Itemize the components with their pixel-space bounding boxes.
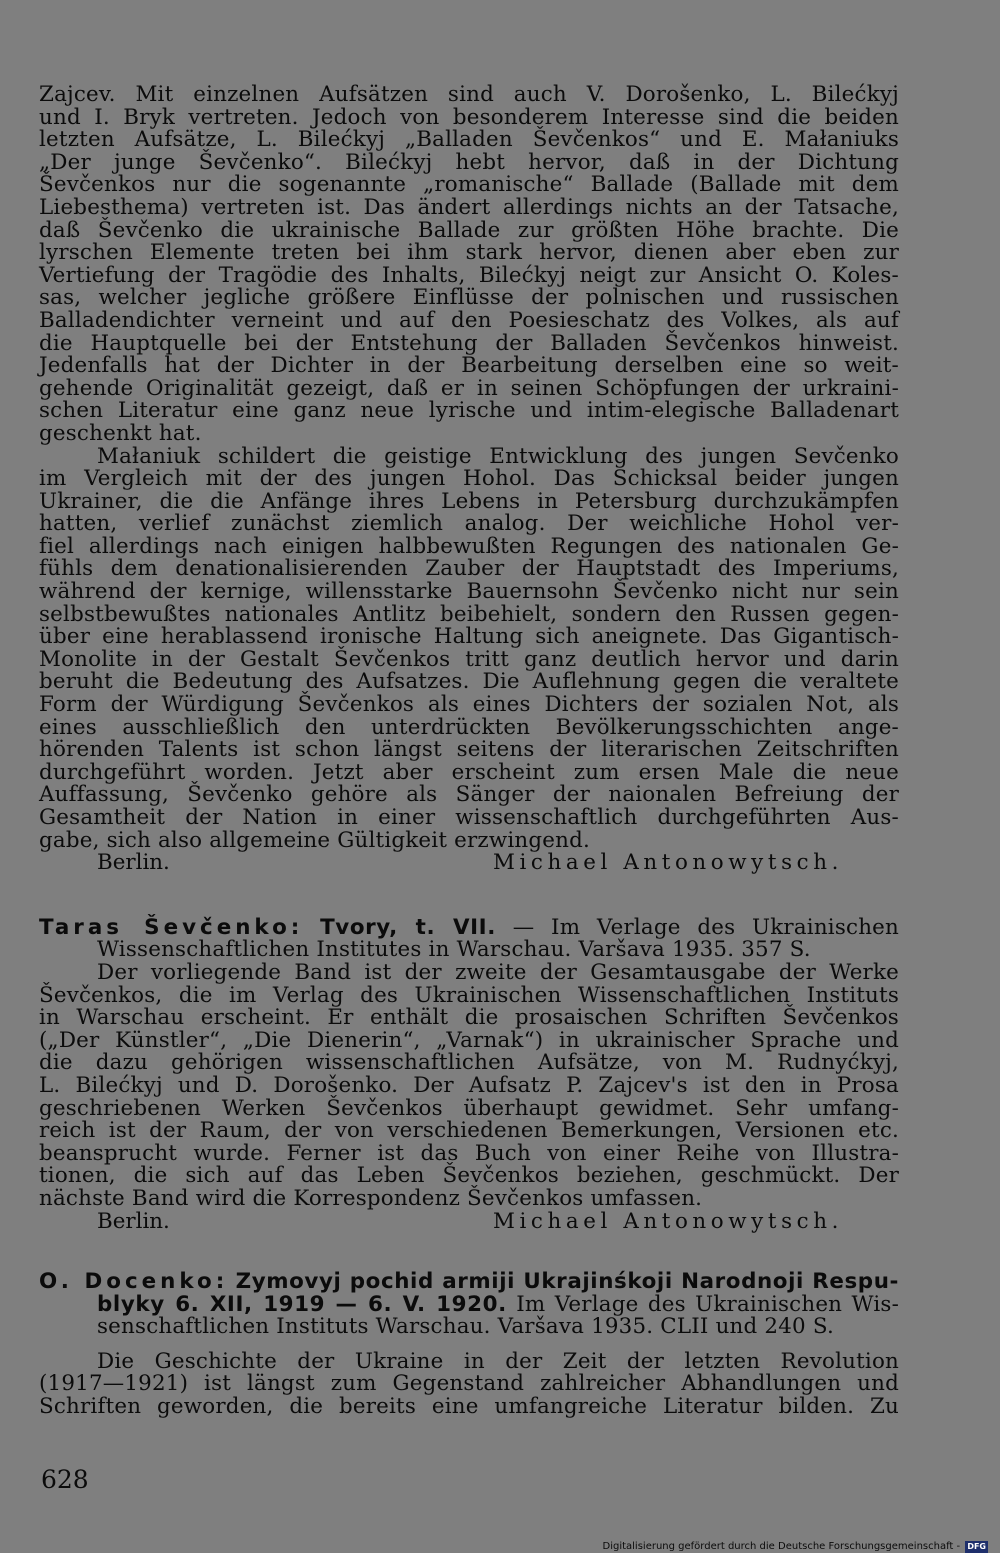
text-line: in Warschau erscheint. Er enthält die prosaischen Schriften Ševčenkos [39, 1005, 899, 1031]
text-line: selbstbewußtes nationales Antlitz beibehielt, sondern den Russen gegen- [39, 601, 899, 627]
text-line: Die Geschichte der Ukraine in der Zeit der letzten Revolution [97, 1348, 899, 1374]
review-docenko [39, 1271, 899, 1419]
text-line: im Vergleich mit der des jungen Hohol. Das Schicksal beider jungen [39, 466, 899, 492]
text-line: gehende Originalität gezeigt, daß er in seinen Schöpfungen der urkraini- [39, 375, 899, 401]
signature-line [39, 1208, 899, 1234]
review-sevcenko-tvory [39, 914, 900, 1234]
text-line: letzten Aufsätze, L. Bilećkyj „Balladen Ševčenkos“ und E. Małaniuks [39, 127, 899, 153]
heading-title: Tvory, t. VII. [320, 914, 496, 940]
section-spacer [39, 1233, 899, 1271]
text-line: lyrschen Elemente treten bei ihm stark hervor, dienen aber eben zur [39, 240, 899, 266]
section-spacer [39, 875, 899, 917]
heading-title: Zymovyj pochid armiji Ukrajinśkoji Narodnoji Respu- [235, 1269, 899, 1295]
text-line: die dazu gehörigen wissenschaftlichen Aufsätze, von M. Rudnyćkyj, [39, 1050, 899, 1076]
text-line: beruht die Bedeutung des Aufsatzes. Die Auflehnung gegen die veraltete [39, 669, 899, 695]
heading-line: senschaftlichen Instituts Warschau. Varšava 1935. CLII und 240 S. [97, 1314, 834, 1340]
text-line: Der vorliegende Band ist der zweite der Gesamtausgabe der Werke [97, 959, 899, 985]
dfg-logo: DFG [967, 1542, 986, 1551]
footer-credit [603, 1541, 989, 1553]
heading-line [39, 1291, 899, 1317]
page-content [39, 84, 899, 1419]
text-line: hörenden Talents ist schon längst seitens der literarischen Zeitschriften [39, 737, 899, 763]
text-line: schen Literatur eine ganz neue lyrische und intim-elegische Balladenart [39, 398, 899, 424]
review-heading [39, 914, 900, 940]
text-line: Monolite in der Gestalt Ševčenkos tritt ganz deutlich hervor und darin [39, 646, 899, 672]
text-line: Ukrainer, die die Anfänge ihres Lebens in Petersburg durchzukämpfen [39, 488, 899, 514]
text-line: und I. Bryk vertreten. Jedoch von besonderem Interesse sind die beiden [39, 104, 899, 130]
reviewer-name: Michael Antonowytsch. [492, 1208, 843, 1234]
text-line: geschenkt hat. [39, 420, 202, 446]
text-line: reich ist der Raum, der von verschiedenen Bemerkungen, Versionen etc. [39, 1118, 899, 1144]
text-line: „Der junge Ševčenko“. Bilećkyj hebt hervor, daß in der Dichtung [39, 149, 899, 175]
text-line: Gesamtheit der Nation in einer wissenschaftlich durchgeführten Aus- [39, 805, 899, 830]
text-line: Małaniuk schildert die geistige Entwicklung des jungen Sevčenko [97, 443, 899, 469]
text-line: Form der Würdigung Ševčenkos als eines Dichters der sozialen Not, als [39, 692, 899, 718]
text-line: hatten, verlief zunächst ziemlich analog. Der weichliche Hohol ver- [39, 511, 899, 537]
place-label: Berlin. [97, 1208, 170, 1234]
text-line: („Der Künstler“, „Die Dienerin“, „Varnak“) in ukrainischer Sprache und [39, 1027, 899, 1053]
text-line: Liebesthema) vertreten ist. Das ändert allerdings nichts an der Tatsache, [39, 194, 899, 220]
text-line: geschriebenen Werken Ševčenkos überhaupt gewidmet. Sehr umfang- [39, 1095, 899, 1121]
text-line: über eine herablassend ironische Haltung sich aneignete. Das Gigantisch- [39, 624, 899, 650]
text-line: Jedenfalls hat der Dichter in der Bearbeitung derselben eine so weit- [39, 353, 899, 379]
text-line: Ševčenkos nur die sogenannte „romanische“ Ballade (Ballade mit dem [39, 172, 899, 198]
heading-line: Wissenschaftlichen Institutes in Warschau. Varšava 1935. 357 S. [97, 937, 811, 963]
text-line: tionen, die sich auf das Leben Ševčenkos beziehen, geschmückt. Der [39, 1163, 899, 1189]
text-line: Zajcev. Mit einzelnen Aufsätzen sind auch V. Dorošenko, L. Bilećkyj [39, 82, 899, 107]
text-line: nächste Band wird die Korrespondenz Ševčenkos umfassen. [39, 1185, 703, 1211]
review-heading [39, 1271, 899, 1294]
text-line: fiel allerdings nach einigen halbbewußten Regungen des nationalen Ge- [39, 533, 899, 559]
heading-author: Taras Ševčenko: [39, 914, 304, 940]
text-line: Ševčenkos, die im Verlag des Ukrainischen Wissenschaftlichen Instituts [39, 982, 899, 1008]
text-line: beansprucht wurde. Ferner ist das Buch von einer Reihe von Illustra- [39, 1140, 899, 1166]
text-line: L. Bilećkyj und D. Dorošenko. Der Aufsatz P. Zajcev's ist den in Prosa [39, 1072, 899, 1098]
text-line: eines ausschließlich den unterdrückten Bevölkerungsschichten ange- [39, 714, 899, 740]
heading-title: blyky 6. XII, 1919 — 6. V. 1920. [97, 1291, 507, 1317]
heading-author: O. Docenko: [39, 1269, 229, 1295]
text-line: Balladendichter verneint und auf den Poesieschatz des Volkes, als auf [39, 307, 899, 333]
text-line: während der kernige, willensstarke Bauernsohn Ševčenko nicht nur sein [39, 579, 899, 605]
heading-publisher: — Im Verlage des Ukrainischen [512, 914, 900, 940]
text-line: durchgeführt worden. Jetzt aber erscheint zum ersen Male die neue [39, 759, 899, 785]
review-continuation [39, 84, 899, 875]
text-line: Schriften geworden, die bereits eine umfangreiche Literatur bilden. Zu [39, 1394, 899, 1420]
place-label: Berlin. [97, 850, 170, 876]
text-line: sas, welcher jegliche größere Einflüsse der polnischen und russischen [39, 285, 899, 311]
signature-line [39, 852, 899, 875]
text-line: die Hauptquelle bei der Entstehung der Balladen Ševčenkos hinweist. [39, 330, 899, 356]
text-line: (1917—1921) ist längst zum Gegenstand zahlreicher Abhandlungen und [39, 1371, 899, 1397]
footer-text: Digitalisierung gefördert durch die Deutsche Forschungsgemeinschaft - [602, 1541, 961, 1552]
text-line: fühls dem denationalisierenden Zauber der Hauptstadt des Imperiums, [39, 556, 899, 582]
reviewer-name: Michael Antonowytsch. [492, 850, 843, 876]
text-line: daß Ševčenko die ukrainische Ballade zur größten Höhe brachte. Die [39, 217, 899, 243]
page-number: 628 [41, 1465, 89, 1494]
text-line: Auffassung, Ševčenko gehöre als Sänger der naionalen Befreiung der [39, 782, 899, 808]
text-line: Vertiefung der Tragödie des Inhalts, Bilećkyj neigt zur Ansicht O. Koles- [39, 262, 899, 288]
text-line: gabe, sich also allgemeine Gültigkeit erzwingend. [39, 827, 591, 853]
heading-publisher: Im Verlage des Ukrainischen Wis- [516, 1291, 899, 1317]
